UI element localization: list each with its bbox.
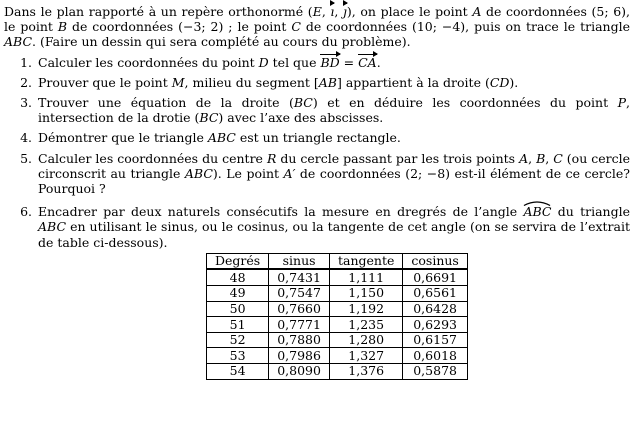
table-row: 52 0,7880 1,280 0,6157: [207, 332, 468, 348]
header-sinus: sinus: [269, 253, 330, 269]
header-cosinus: cosinus: [403, 253, 467, 269]
vector-ca: CA: [358, 54, 377, 70]
table-header-row: [207, 253, 468, 269]
intro-text: Dans le plan rapporté à un repère orthonormé (: [4, 4, 313, 19]
table-row: 51 0,7771 1,235 0,6293: [207, 317, 468, 333]
vector-i: ı: [330, 4, 335, 19]
table-row: 53 0,7986 1,327 0,6018: [207, 348, 468, 364]
triangle-name: ABC: [4, 34, 33, 50]
question-5: 5. Calculer les coordonnées du centre R du cercle passant par les trois points A, B, C (ou cercle circonscrit au triangle ABC). Le point A′ de coordonnées (2; −8) est-il élément de ce cercle? Pourquoi ?: [36, 151, 630, 197]
question-list: [4, 53, 630, 380]
header-degres: Degrés: [207, 253, 269, 269]
vector-bd: BD: [320, 54, 340, 70]
trig-table: [206, 253, 468, 380]
vector-j: ȷ: [343, 4, 347, 19]
intro-paragraph: Dans le plan rapporté à un repère orthonormé (E, ı, ȷ), on place le point A de coordonnées (5; 6), le point B de coordonnées (−3; 2) ; le point C de coordonnées (10; −4), puis on trace le triangle ABC. (Faire un dessin qui sera complété au cours du problème).: [4, 4, 630, 50]
question-1: 1. Calculer les coordonnées du point D tel que BD = CA.: [36, 53, 630, 70]
point-a: A: [472, 4, 482, 19]
question-4: 4. Démontrer que le triangle ABC est un triangle rectangle.: [36, 130, 630, 145]
table-row: 48 0,7431 1,111 0,6691: [207, 269, 468, 285]
point-b: B: [57, 19, 68, 35]
question-3: 3. Trouver une équation de la droite (BC) et en déduire les coordonnées du point P, intersection de la drotie (BC) avec l’axe des abscisses.: [36, 95, 630, 125]
question-6: 6. Encadrer par deux naturels consécutifs la mesure en dregrés de l’angle ABC du triangle ABC en utilisant le sinus, ou le cosinus, ou la tangente de cet angle (on se servira de l’extrait de table ci-dessous). Degrés sinus tangente cosinus 48 0,7431 1,111 0,6691 49 0,7547 1,150 0,6561 50 0,7660 1,192 0,6428 51 0,7771 1,235 0,6293 52 0,7880 1,280 0,6157 53 0,7986 1,327 0,6018 54 0,8090 1,376 0,5878: [36, 201, 630, 379]
point-c: C: [291, 19, 301, 35]
table-row: 54 0,8090 1,376 0,5878: [207, 364, 468, 380]
angle-abc: ABC: [523, 204, 552, 220]
frame-origin: E: [312, 4, 322, 19]
table-row: 50 0,7660 1,192 0,6428: [207, 301, 468, 317]
table-row: 49 0,7547 1,150 0,6561: [207, 286, 468, 302]
question-2: 2. Prouver que le point M, milieu du segment [AB] appartient à la droite (CD).: [36, 75, 630, 90]
header-tangente: tangente: [329, 253, 402, 269]
